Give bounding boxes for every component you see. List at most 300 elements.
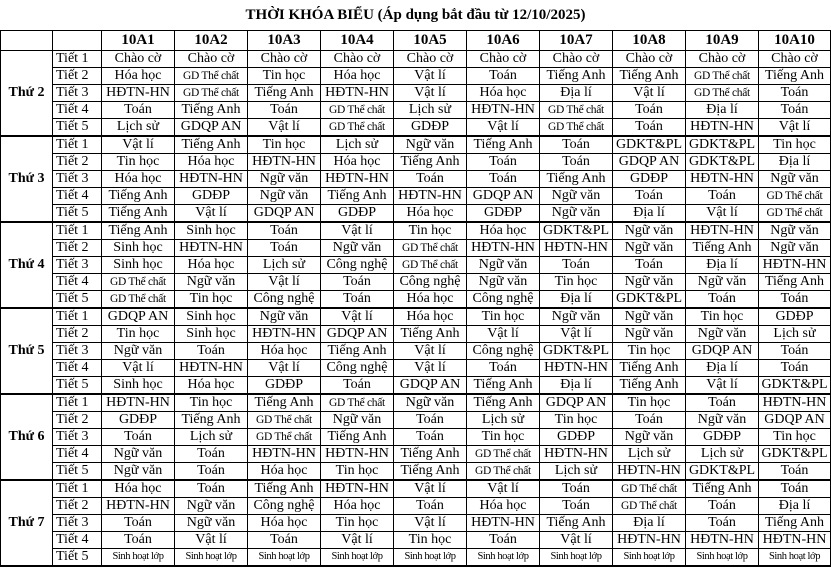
subject-cell: Chào cờ [613, 51, 686, 68]
subject-cell: Công nghệ [321, 257, 394, 274]
period-row [1, 412, 831, 429]
subject-cell: GDQP AN [686, 343, 759, 360]
subject-cell: Công nghệ [467, 343, 540, 360]
subject-cell: Tiếng Anh [248, 85, 321, 102]
class-header: 10A8 [613, 31, 686, 51]
subject-cell: Địa lí [540, 377, 613, 395]
subject-cell: Ngữ văn [175, 515, 248, 532]
subject-cell: Công nghệ [248, 291, 321, 309]
subject-cell: Toán [613, 119, 686, 137]
subject-cell: Tiếng Anh [540, 515, 613, 532]
subject-cell: Sinh hoạt lớp [686, 549, 759, 567]
period-row [1, 308, 831, 326]
timetable-title: THỜI KHÓA BIỂU (Áp dụng bắt đầu từ 12/10/2025) [245, 7, 586, 23]
subject-cell: Vật lí [394, 480, 467, 498]
period-row [1, 240, 831, 257]
subject-cell: Chào cờ [467, 51, 540, 68]
subject-cell: Sinh học [102, 377, 175, 395]
subject-cell: Sinh hoạt lớp [102, 549, 175, 567]
period-label: Tiết 3 [53, 257, 102, 274]
subject-cell: Hóa học [102, 480, 175, 498]
subject-cell: Vật lí [321, 532, 394, 549]
subject-cell: Tin học [540, 412, 613, 429]
period-label: Tiết 2 [53, 412, 102, 429]
period-label: Tiết 5 [53, 119, 102, 137]
subject-cell: Lịch sử [175, 429, 248, 446]
subject-cell: Hóa học [102, 68, 175, 85]
day-label: Thứ 4 [1, 222, 53, 308]
subject-cell: Toán [467, 68, 540, 85]
class-header: 10A4 [321, 31, 394, 51]
subject-cell: GDĐP [686, 429, 759, 446]
subject-cell: Ngữ văn [175, 274, 248, 291]
subject-cell: Toán [394, 429, 467, 446]
timetable-body [1, 51, 831, 567]
subject-cell: Ngữ văn [613, 429, 686, 446]
period-label: Tiết 4 [53, 188, 102, 205]
period-row [1, 446, 831, 463]
subject-cell: Toán [175, 446, 248, 463]
timetable [0, 30, 831, 567]
subject-cell: Toán [467, 532, 540, 549]
subject-cell: Toán [248, 240, 321, 257]
subject-cell: Hóa học [321, 498, 394, 515]
subject-cell: HĐTN-HN [102, 498, 175, 515]
subject-cell: Vật lí [467, 480, 540, 498]
subject-cell: GDQP AN [321, 326, 394, 343]
subject-cell: Tiếng Anh [175, 136, 248, 154]
subject-cell: Toán [759, 343, 831, 360]
subject-cell: Ngữ văn [686, 274, 759, 291]
subject-cell: HĐTN-HN [175, 240, 248, 257]
subject-cell: GD Thể chất [540, 102, 613, 119]
subject-cell: GDKT&PL [759, 446, 831, 463]
subject-cell: Tiếng Anh [321, 188, 394, 205]
subject-cell: Địa lí [540, 291, 613, 309]
subject-cell: Hóa học [467, 498, 540, 515]
subject-cell: Lịch sử [686, 446, 759, 463]
header-corner [1, 31, 53, 51]
subject-cell: Tiếng Anh [394, 463, 467, 481]
class-header: 10A6 [467, 31, 540, 51]
subject-cell: Ngữ văn [248, 188, 321, 205]
subject-cell: Ngữ văn [394, 394, 467, 412]
subject-cell: Toán [540, 136, 613, 154]
subject-cell: Lịch sử [613, 446, 686, 463]
subject-cell: GDKT&PL [540, 343, 613, 360]
subject-cell: Ngữ văn [467, 257, 540, 274]
subject-cell: GDQP AN [102, 308, 175, 326]
class-header: 10A3 [248, 31, 321, 51]
period-row [1, 360, 831, 377]
subject-cell: Tin học [467, 308, 540, 326]
subject-cell: Vật lí [394, 68, 467, 85]
subject-cell: HĐTN-HN [759, 394, 831, 412]
subject-cell: Hóa học [248, 343, 321, 360]
subject-cell: HĐTN-HN [248, 446, 321, 463]
subject-cell: Địa lí [613, 205, 686, 223]
subject-cell: Địa lí [686, 102, 759, 119]
subject-cell: Sinh hoạt lớp [321, 549, 394, 567]
subject-cell: GDQP AN [248, 205, 321, 223]
period-label: Tiết 5 [53, 205, 102, 223]
subject-cell: GDQP AN [613, 154, 686, 171]
period-label: Tiết 4 [53, 274, 102, 291]
subject-cell: GD Thể chất [613, 480, 686, 498]
subject-cell: Toán [540, 257, 613, 274]
subject-cell: Chào cờ [686, 51, 759, 68]
subject-cell: Hóa học [175, 377, 248, 395]
period-row [1, 136, 831, 154]
subject-cell: HĐTN-HN [759, 532, 831, 549]
subject-cell: GDĐP [175, 188, 248, 205]
subject-cell: Ngữ văn [321, 412, 394, 429]
period-label: Tiết 1 [53, 394, 102, 412]
subject-cell: Ngữ văn [613, 308, 686, 326]
subject-cell: Sinh hoạt lớp [175, 549, 248, 567]
subject-cell: Tin học [321, 463, 394, 481]
subject-cell: Chào cờ [540, 51, 613, 68]
subject-cell: GDĐP [540, 429, 613, 446]
subject-cell: HĐTN-HN [686, 222, 759, 240]
class-header: 10A10 [759, 31, 831, 51]
subject-cell: Ngữ văn [540, 308, 613, 326]
subject-cell: Tiếng Anh [102, 188, 175, 205]
subject-cell: Lịch sử [248, 257, 321, 274]
subject-cell: HĐTN-HN [686, 119, 759, 137]
subject-cell: Tiếng Anh [613, 360, 686, 377]
subject-cell: Ngữ văn [467, 274, 540, 291]
subject-cell: Vật lí [102, 360, 175, 377]
subject-cell: Tiếng Anh [102, 222, 175, 240]
subject-cell: Ngữ văn [102, 446, 175, 463]
subject-cell: Vật lí [248, 119, 321, 137]
period-row [1, 291, 831, 309]
subject-cell: Hóa học [248, 463, 321, 481]
subject-cell: Sinh hoạt lớp [613, 549, 686, 567]
subject-cell: Địa lí [613, 515, 686, 532]
period-row [1, 222, 831, 240]
subject-cell: Sinh học [175, 326, 248, 343]
subject-cell: Hóa học [102, 171, 175, 188]
period-label: Tiết 5 [53, 377, 102, 395]
subject-cell: Ngữ văn [102, 343, 175, 360]
subject-cell: Tiếng Anh [321, 429, 394, 446]
period-label: Tiết 1 [53, 222, 102, 240]
subject-cell: Tiếng Anh [540, 171, 613, 188]
period-label: Tiết 2 [53, 326, 102, 343]
subject-cell: Tin học [540, 274, 613, 291]
subject-cell: HĐTN-HN [248, 326, 321, 343]
subject-cell: Chào cờ [248, 51, 321, 68]
subject-cell: Sinh hoạt lớp [540, 549, 613, 567]
subject-cell: Vật lí [321, 308, 394, 326]
subject-cell: Lịch sử [394, 102, 467, 119]
subject-cell: GDĐP [467, 205, 540, 223]
subject-cell: GDKT&PL [540, 222, 613, 240]
subject-cell: Địa lí [686, 257, 759, 274]
subject-cell: Công nghệ [467, 291, 540, 309]
period-row [1, 515, 831, 532]
period-row [1, 102, 831, 119]
subject-cell: Lịch sử [467, 412, 540, 429]
subject-cell: Toán [102, 515, 175, 532]
subject-cell: Hóa học [321, 68, 394, 85]
subject-cell: GD Thể chất [394, 240, 467, 257]
period-row [1, 171, 831, 188]
subject-cell: Toán [686, 515, 759, 532]
subject-cell: Vật lí [686, 377, 759, 395]
subject-cell: Ngữ văn [540, 188, 613, 205]
period-row [1, 429, 831, 446]
subject-cell: GD Thể chất [248, 412, 321, 429]
subject-cell: Tiếng Anh [540, 68, 613, 85]
subject-cell: Vật lí [540, 532, 613, 549]
subject-cell: GDĐP [102, 412, 175, 429]
subject-cell: Toán [102, 429, 175, 446]
subject-cell: GD Thể chất [175, 68, 248, 85]
subject-cell: Vật lí [394, 360, 467, 377]
subject-cell: Sinh học [102, 240, 175, 257]
subject-cell: Toán [394, 171, 467, 188]
subject-cell: Toán [759, 102, 831, 119]
subject-cell: Tiếng Anh [759, 274, 831, 291]
subject-cell: HĐTN-HN [467, 240, 540, 257]
subject-cell: Công nghệ [321, 360, 394, 377]
period-row [1, 205, 831, 223]
period-row [1, 188, 831, 205]
subject-cell: Tin học [613, 343, 686, 360]
period-label: Tiết 5 [53, 549, 102, 567]
subject-cell: Hóa học [467, 85, 540, 102]
subject-cell: HĐTN-HN [686, 171, 759, 188]
subject-cell: Chào cờ [759, 51, 831, 68]
subject-cell: Ngữ văn [759, 171, 831, 188]
subject-cell: Sinh học [175, 222, 248, 240]
subject-cell: Sinh hoạt lớp [467, 549, 540, 567]
subject-cell: Toán [102, 532, 175, 549]
subject-cell: GDQP AN [759, 412, 831, 429]
subject-cell: Tiếng Anh [102, 205, 175, 223]
subject-cell: Ngữ văn [321, 240, 394, 257]
period-row [1, 532, 831, 549]
subject-cell: Tin học [175, 291, 248, 309]
subject-cell: Vật lí [467, 326, 540, 343]
period-label: Tiết 4 [53, 532, 102, 549]
header-row [1, 31, 831, 51]
period-label: Tiết 1 [53, 51, 102, 68]
subject-cell: Tiếng Anh [175, 412, 248, 429]
subject-cell: GDQP AN [540, 394, 613, 412]
period-label: Tiết 4 [53, 102, 102, 119]
subject-cell: Vật lí [248, 360, 321, 377]
period-row [1, 119, 831, 137]
subject-cell: Địa lí [759, 154, 831, 171]
period-label: Tiết 1 [53, 308, 102, 326]
subject-cell: HĐTN-HN [759, 257, 831, 274]
subject-cell: HĐTN-HN [102, 85, 175, 102]
subject-cell: HĐTN-HN [248, 154, 321, 171]
period-label: Tiết 2 [53, 154, 102, 171]
day-label: Thứ 5 [1, 308, 53, 394]
subject-cell: Ngữ văn [613, 326, 686, 343]
subject-cell: Ngữ văn [759, 240, 831, 257]
period-label: Tiết 3 [53, 515, 102, 532]
subject-cell: Toán [613, 188, 686, 205]
subject-cell: Tiếng Anh [686, 240, 759, 257]
day-label: Thứ 3 [1, 136, 53, 222]
day-label: Thứ 2 [1, 51, 53, 137]
subject-cell: Toán [613, 257, 686, 274]
subject-cell: Toán [467, 171, 540, 188]
subject-cell: Toán [759, 463, 831, 481]
subject-cell: Toán [686, 188, 759, 205]
period-row [1, 463, 831, 481]
subject-cell: Tin học [248, 68, 321, 85]
period-label: Tiết 3 [53, 171, 102, 188]
subject-cell: Sinh học [175, 308, 248, 326]
period-row [1, 274, 831, 291]
subject-cell: GD Thể chất [394, 257, 467, 274]
subject-cell: GD Thể chất [467, 446, 540, 463]
subject-cell: Vật lí [467, 119, 540, 137]
class-header: 10A9 [686, 31, 759, 51]
subject-cell: GDQP AN [175, 119, 248, 137]
subject-cell: Toán [321, 274, 394, 291]
subject-cell: GDKT&PL [686, 136, 759, 154]
subject-cell: GDĐP [321, 205, 394, 223]
subject-cell: Toán [540, 154, 613, 171]
subject-cell: Tiếng Anh [613, 377, 686, 395]
subject-cell: Tiếng Anh [175, 102, 248, 119]
period-row [1, 549, 831, 567]
subject-cell: Toán [759, 480, 831, 498]
subject-cell: Tin học [175, 394, 248, 412]
period-label: Tiết 2 [53, 68, 102, 85]
period-label: Tiết 5 [53, 291, 102, 309]
subject-cell: Tin học [613, 394, 686, 412]
period-row [1, 498, 831, 515]
subject-cell: GD Thể chất [686, 68, 759, 85]
subject-cell: Toán [686, 498, 759, 515]
subject-cell: HĐTN-HN [540, 240, 613, 257]
subject-cell: Tiếng Anh [613, 68, 686, 85]
class-header: 10A1 [102, 31, 175, 51]
period-label: Tiết 3 [53, 85, 102, 102]
subject-cell: Ngữ văn [540, 205, 613, 223]
subject-cell: Toán [540, 498, 613, 515]
subject-cell: Vật lí [175, 532, 248, 549]
subject-cell: Toán [321, 377, 394, 395]
subject-cell: Toán [759, 85, 831, 102]
subject-cell: Toán [394, 498, 467, 515]
subject-cell: Lịch sử [759, 326, 831, 343]
subject-cell: GDĐP [759, 308, 831, 326]
subject-cell: GD Thể chất [759, 205, 831, 223]
subject-cell: Ngữ văn [613, 222, 686, 240]
period-label: Tiết 3 [53, 429, 102, 446]
subject-cell: GDKT&PL [613, 136, 686, 154]
subject-cell: Tiếng Anh [321, 343, 394, 360]
subject-cell: GD Thể chất [102, 274, 175, 291]
subject-cell: GDĐP [394, 119, 467, 137]
subject-cell: Sinh học [102, 257, 175, 274]
subject-cell: HĐTN-HN [175, 171, 248, 188]
subject-cell: Vật lí [321, 222, 394, 240]
subject-cell: Chào cờ [394, 51, 467, 68]
subject-cell: Toán [613, 102, 686, 119]
subject-cell: GD Thể chất [613, 498, 686, 515]
subject-cell: Toán [394, 412, 467, 429]
subject-cell: Tin học [321, 515, 394, 532]
subject-cell: HĐTN-HN [394, 188, 467, 205]
subject-cell: Chào cờ [321, 51, 394, 68]
period-row [1, 257, 831, 274]
subject-cell: Sinh hoạt lớp [394, 549, 467, 567]
subject-cell: Tiếng Anh [248, 394, 321, 412]
subject-cell: Hóa học [175, 154, 248, 171]
subject-cell: Tiếng Anh [248, 480, 321, 498]
subject-cell: Công nghệ [394, 274, 467, 291]
subject-cell: Hóa học [248, 515, 321, 532]
subject-cell: Sinh hoạt lớp [759, 549, 831, 567]
subject-cell: HĐTN-HN [102, 394, 175, 412]
subject-cell: Toán [759, 360, 831, 377]
subject-cell: Tin học [102, 154, 175, 171]
subject-cell: GD Thể chất [686, 85, 759, 102]
header-period-col [53, 31, 102, 51]
subject-cell: Tiếng Anh [394, 446, 467, 463]
subject-cell: GDQP AN [467, 188, 540, 205]
subject-cell: Vật lí [686, 205, 759, 223]
subject-cell: Ngữ văn [759, 222, 831, 240]
subject-cell: Toán [175, 343, 248, 360]
subject-cell: HĐTN-HN [467, 102, 540, 119]
subject-cell: GD Thể chất [175, 85, 248, 102]
subject-cell: Ngữ văn [686, 326, 759, 343]
subject-cell: Ngữ văn [248, 308, 321, 326]
day-label: Thứ 7 [1, 480, 53, 566]
subject-cell: HĐTN-HN [686, 532, 759, 549]
subject-cell: Toán [613, 412, 686, 429]
subject-cell: Toán [686, 291, 759, 309]
subject-cell: GDKT&PL [686, 154, 759, 171]
subject-cell: Chào cờ [102, 51, 175, 68]
subject-cell: Toán [759, 291, 831, 309]
subject-cell: Tiếng Anh [686, 480, 759, 498]
subject-cell: Tiếng Anh [467, 377, 540, 395]
subject-cell: HĐTN-HN [321, 85, 394, 102]
class-header: 10A5 [394, 31, 467, 51]
subject-cell: GD Thể chất [321, 102, 394, 119]
period-row [1, 326, 831, 343]
subject-cell: Ngữ văn [175, 498, 248, 515]
period-row [1, 377, 831, 395]
subject-cell: Tiếng Anh [467, 394, 540, 412]
subject-cell: Hóa học [467, 222, 540, 240]
period-label: Tiết 4 [53, 360, 102, 377]
subject-cell: HĐTN-HN [540, 360, 613, 377]
subject-cell: Tin học [394, 532, 467, 549]
period-label: Tiết 5 [53, 463, 102, 481]
subject-cell: Vật lí [540, 326, 613, 343]
subject-cell: Tiếng Anh [394, 326, 467, 343]
subject-cell: Toán [175, 463, 248, 481]
subject-cell: HĐTN-HN [467, 515, 540, 532]
class-header: 10A7 [540, 31, 613, 51]
period-row [1, 343, 831, 360]
subject-cell: Vật lí [394, 343, 467, 360]
